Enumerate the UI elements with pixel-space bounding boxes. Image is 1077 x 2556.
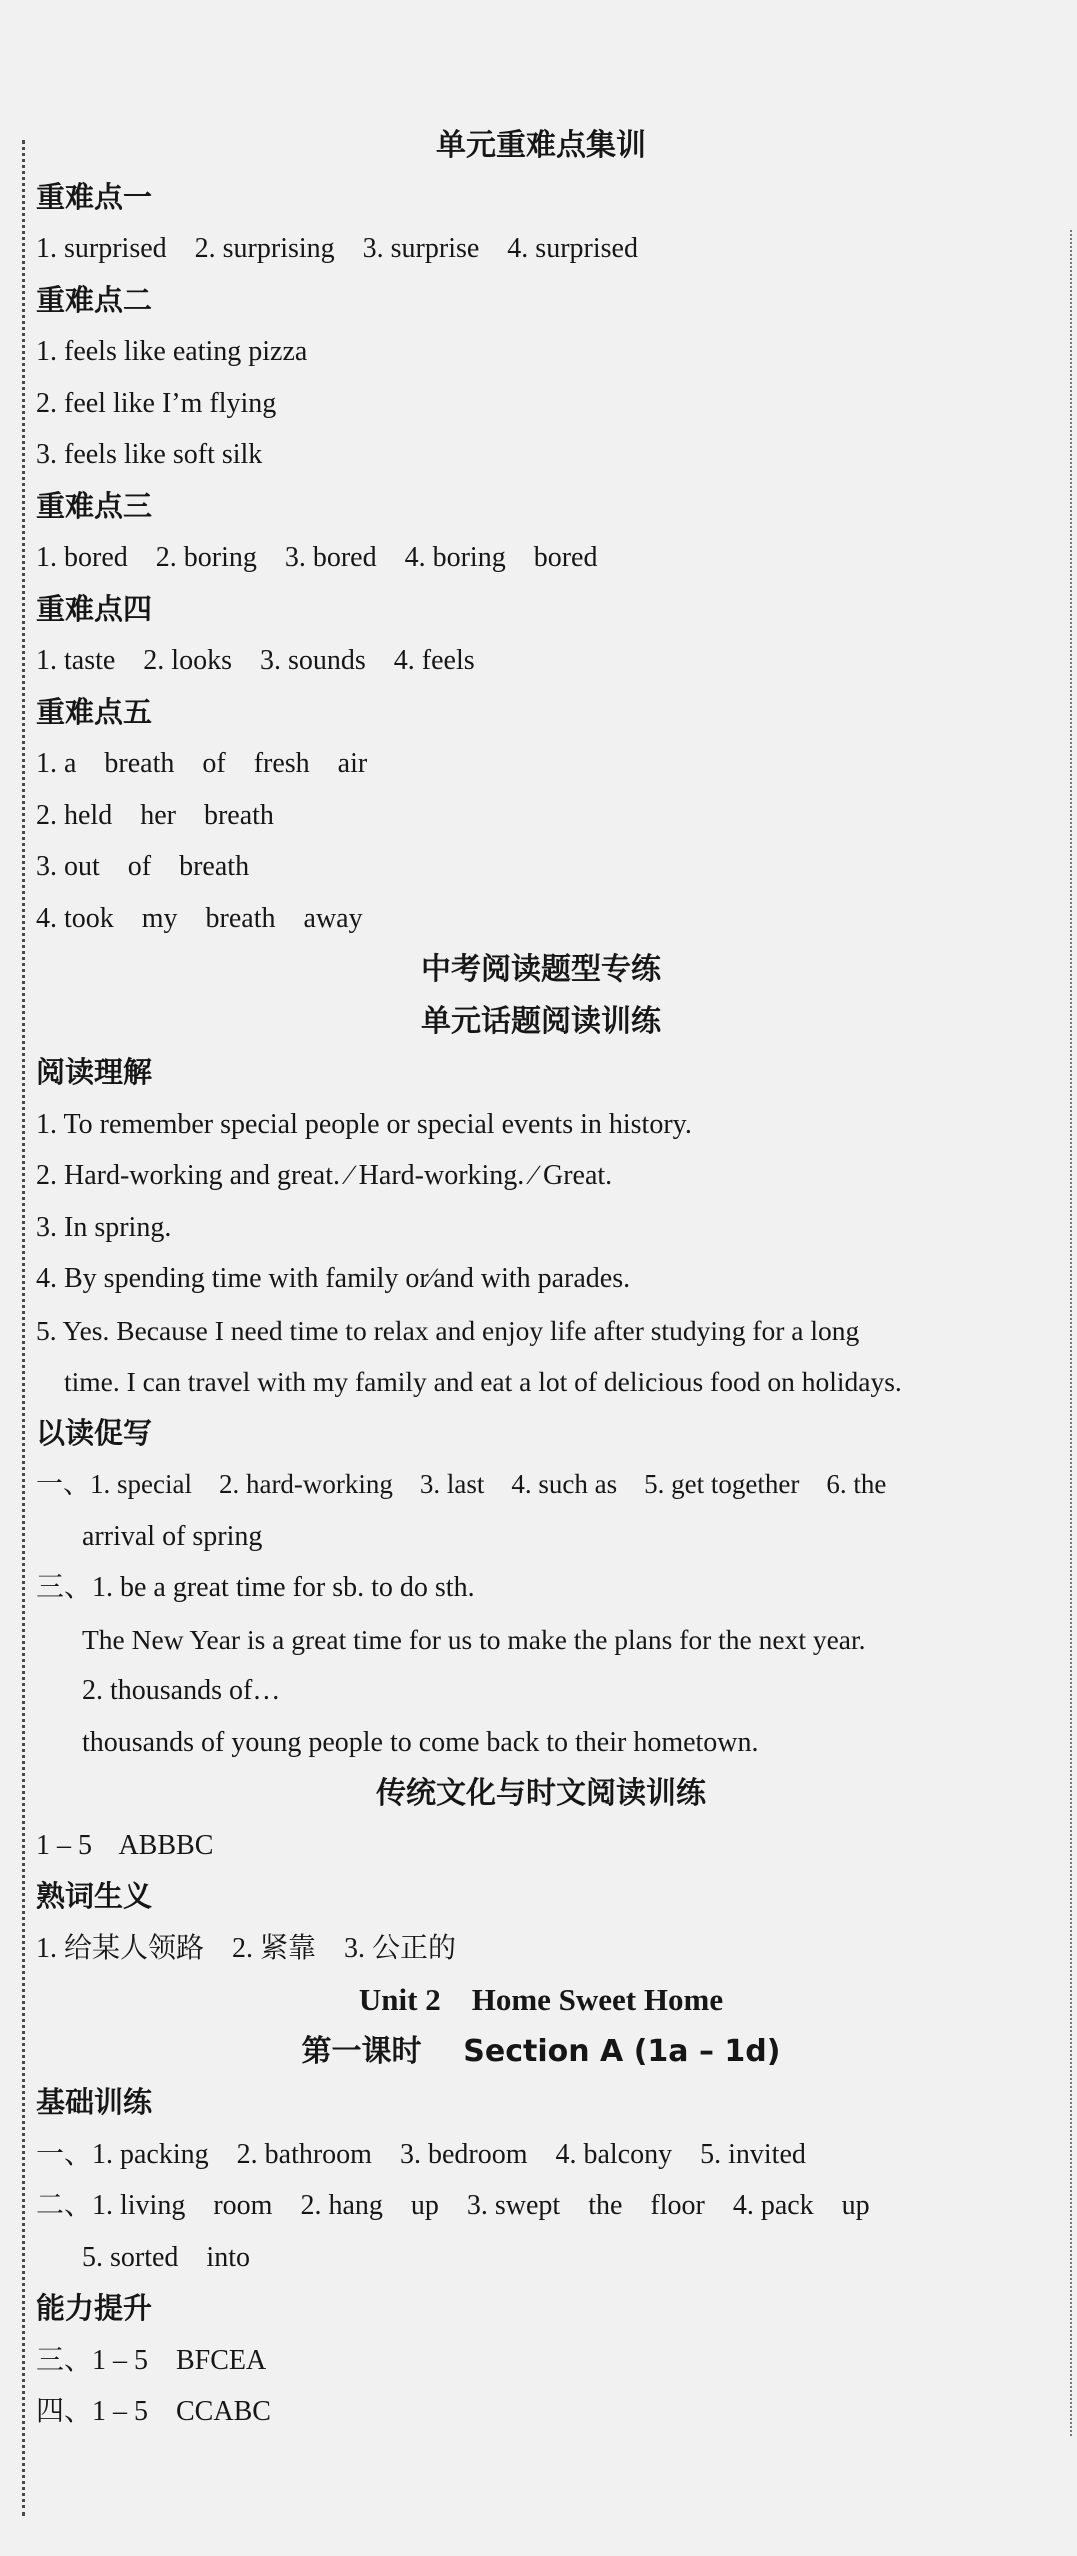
answer-line: 3. feels like soft silk: [36, 439, 263, 470]
answer-line: 三、1 – 5 BFCEA: [36, 2344, 267, 2376]
answer-line-continued: arrival of spring: [82, 1520, 263, 1552]
answer-line: 3. In spring.: [36, 1211, 172, 1243]
subsection-heading: 重难点二: [36, 282, 153, 317]
answer-line: 4. took my breath away: [36, 902, 363, 934]
answer-line: 2. held her breath: [36, 799, 274, 831]
right-edge-dotted-line: [1070, 230, 1072, 2436]
answer-line: 1. surprised 2. surprising 3. surprise 4. surprised: [36, 233, 638, 264]
answer-line: 三、1. be a great time for sb. to do sth.: [36, 1572, 475, 1603]
section-title: 传统文化与时文阅读训练: [376, 1776, 706, 1811]
subsection-heading: 重难点三: [36, 488, 153, 523]
answer-line-continued: 2. thousands of…: [82, 1675, 281, 1706]
answer-line: 1. feels like eating pizza: [36, 336, 308, 367]
answer-line: 1. a breath of fresh air: [36, 748, 368, 779]
subsection-heading: 重难点一: [36, 179, 153, 214]
answer-line-continued: The New Year is a great time for us to make the plans for the next year.: [82, 1623, 866, 1655]
answer-line: 2. feel like I’m flying: [36, 387, 277, 419]
answer-line: 一、1. special 2. hard-working 3. last 4. such as 5. get together 6. the: [36, 1469, 887, 1499]
answer-line: 二、1. living room 2. hang up 3. swept the floor 4. pack up: [36, 2190, 870, 2221]
section-title: 单元话题阅读训练: [421, 1003, 661, 1039]
answer-line: 4. By spending time with family or∕and with parades.: [36, 1263, 631, 1294]
answer-line-continued: time. I can travel with my family and eat a lot of delicious food on holidays.: [64, 1366, 902, 1397]
subsection-heading: 重难点四: [36, 591, 153, 626]
subsection-heading: 重难点五: [36, 694, 153, 729]
section-title: 中考阅读题型专练: [421, 952, 661, 987]
binding-dotted-line: [22, 140, 25, 2516]
lesson-title: 第一课时 Section A (1a – 1d): [301, 2033, 781, 2069]
answer-line: 2. Hard-working and great. ∕ Hard-working. ∕ Great.: [36, 1160, 613, 1191]
subsection-heading: 能力提升: [36, 2291, 153, 2325]
answer-line: 1 – 5 ABBBC: [36, 1829, 214, 1861]
answer-line: 四、1 – 5 CCABC: [36, 2396, 271, 2427]
answer-line: 一、1. packing 2. bathroom 3. bedroom 4. balcony 5. invited: [36, 2138, 806, 2170]
answer-line-continued: thousands of young people to come back to their hometown.: [82, 1726, 759, 1758]
subsection-heading: 阅读理解: [36, 1055, 153, 1089]
answer-line-continued: 5. sorted into: [82, 2241, 250, 2273]
subsection-heading: 以读促写: [36, 1415, 153, 1450]
subsection-heading: 熟词生义: [36, 1879, 153, 1913]
answer-line: 1. 给某人领路 2. 紧靠 3. 公正的: [36, 1932, 457, 1964]
answer-line: 5. Yes. Because I need time to relax and enjoy life after studying for a long: [36, 1314, 860, 1346]
subsection-heading: 基础训练: [36, 2085, 153, 2119]
answer-line: 1. bored 2. boring 3. bored 4. boring bored: [36, 542, 598, 573]
answer-line: 3. out of breath: [36, 851, 250, 882]
answer-key-page: [36, 120, 1046, 2438]
unit-title: Unit 2 Home Sweet Home: [358, 1982, 724, 2017]
answer-line: 1. taste 2. looks 3. sounds 4. feels: [36, 645, 475, 676]
section-title: 单元重难点集训: [436, 128, 646, 163]
answer-line: 1. To remember special people or special events in history.: [36, 1108, 692, 1140]
